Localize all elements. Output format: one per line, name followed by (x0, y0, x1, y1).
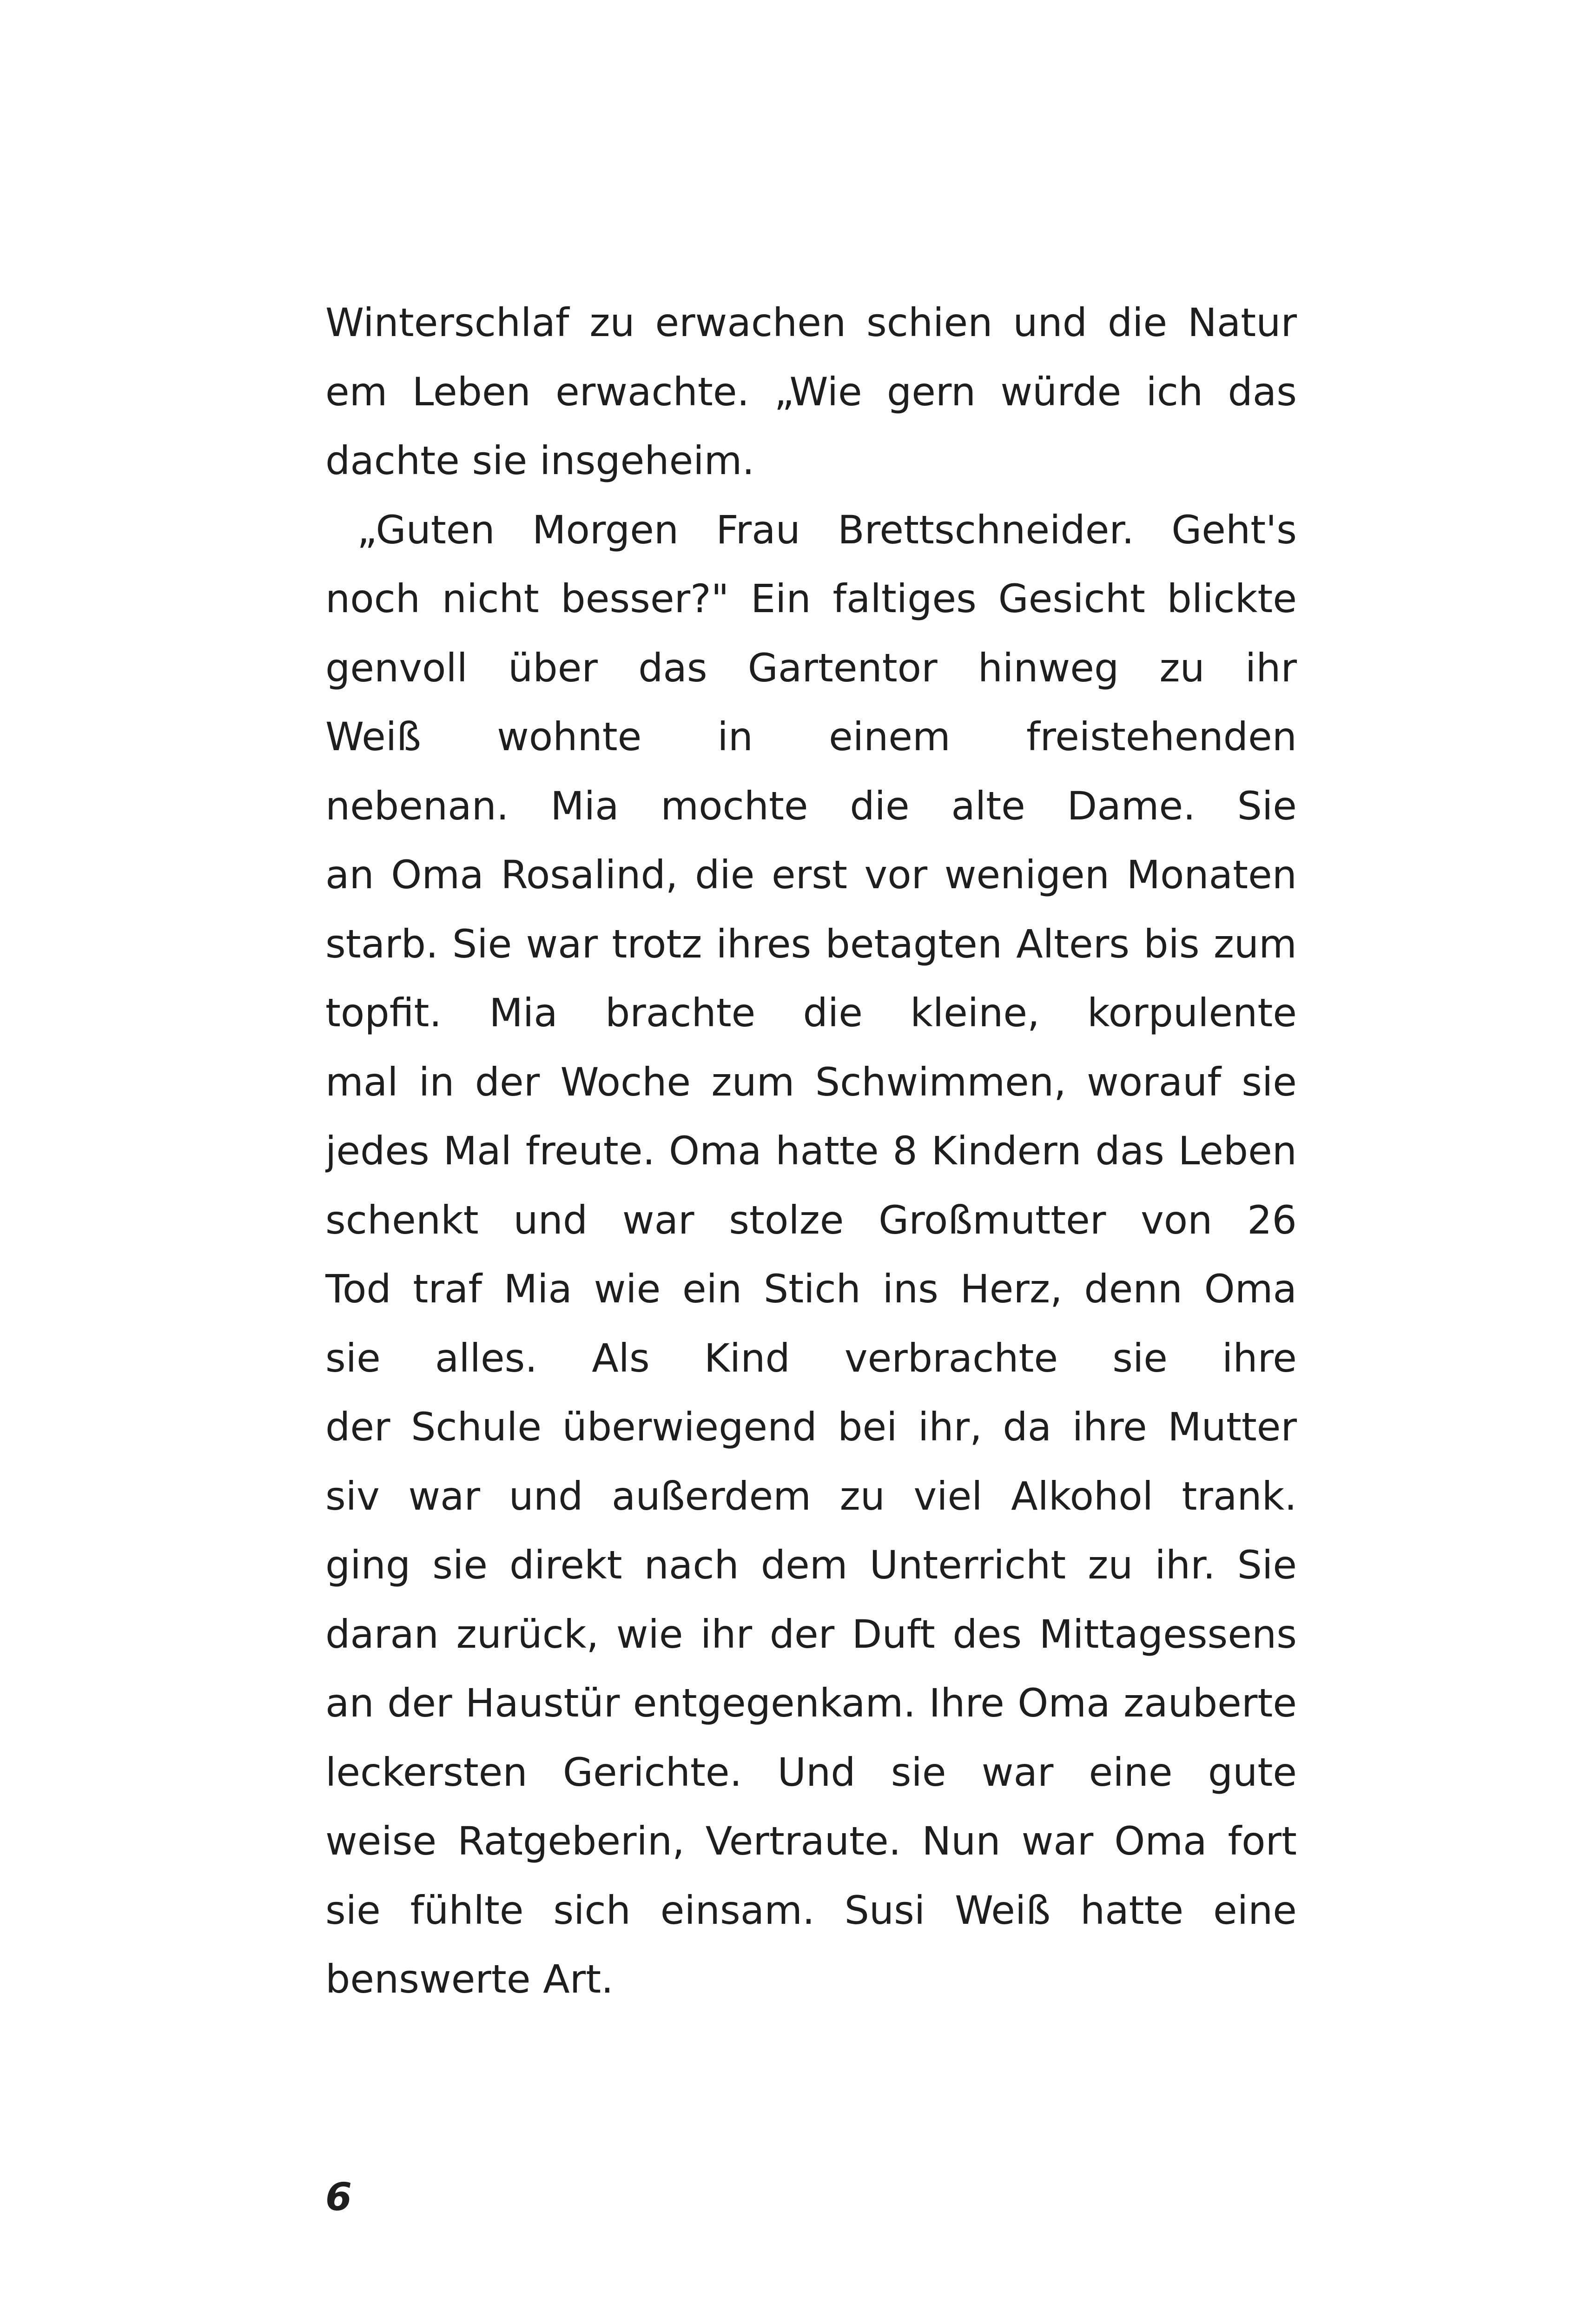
text-line: daran zurück, wie ihr der Duft des Mittagessens (325, 1611, 1297, 1657)
text-line: genvoll über das Gartentor hinweg zu ihr (325, 645, 1297, 691)
text-line: topfit. Mia brachte die kleine, korpulente (325, 990, 1297, 1036)
text-line: an der Haustür entgegenkam. Ihre Oma zauberte (325, 1680, 1297, 1726)
text-line: an Oma Rosalind, die erst vor wenigen Monaten (325, 852, 1297, 898)
page-number: 6 (325, 2175, 352, 2219)
text-line: schenkt und war stolze Großmutter von 26 (325, 1197, 1297, 1243)
text-line: der Schule überwiegend bei ihr, da ihre Mutter (325, 1404, 1297, 1450)
text-line: leckersten Gerichte. Und sie war eine gute (325, 1749, 1297, 1795)
text-line: sie alles. Als Kind verbrachte sie ihre (325, 1335, 1297, 1381)
text-line: noch nicht besser?" Ein faltiges Gesicht blickte (325, 576, 1297, 621)
text-line: nebenan. Mia mochte die alte Dame. Sie (325, 783, 1297, 829)
text-line: starb. Sie war trotz ihres betagten Alters bis zum (325, 921, 1297, 967)
body-text (325, 288, 1297, 2014)
text-line: Tod traf Mia wie ein Stich ins Herz, denn Oma (325, 1266, 1297, 1312)
text-line: sie fühlte sich einsam. Susi Weiß hatte eine (325, 1887, 1297, 1933)
text-line: dachte sie insgeheim. (325, 438, 755, 483)
text-line: jedes Mal freute. Oma hatte 8 Kindern das Leben (325, 1128, 1297, 1174)
text-line: weise Ratgeberin, Vertraute. Nun war Oma fort (325, 1818, 1297, 1864)
text-line: siv war und außerdem zu viel Alkohol trank. (325, 1473, 1297, 1519)
text-line: Weiß wohnte in einem freistehenden (325, 714, 1297, 759)
text-line: Winterschlaf zu erwachen schien und die Natur (325, 300, 1297, 345)
text-line: em Leben erwachte. „Wie gern würde ich das (325, 369, 1297, 415)
text-line: „Guten Morgen Frau Brettschneider. Geht's (357, 507, 1297, 553)
text-line: benswerte Art. (325, 1956, 614, 2002)
text-line: mal in der Woche zum Schwimmen, worauf sie (325, 1059, 1297, 1105)
text-line: ging sie direkt nach dem Unterricht zu ihr. Sie (325, 1542, 1297, 1588)
